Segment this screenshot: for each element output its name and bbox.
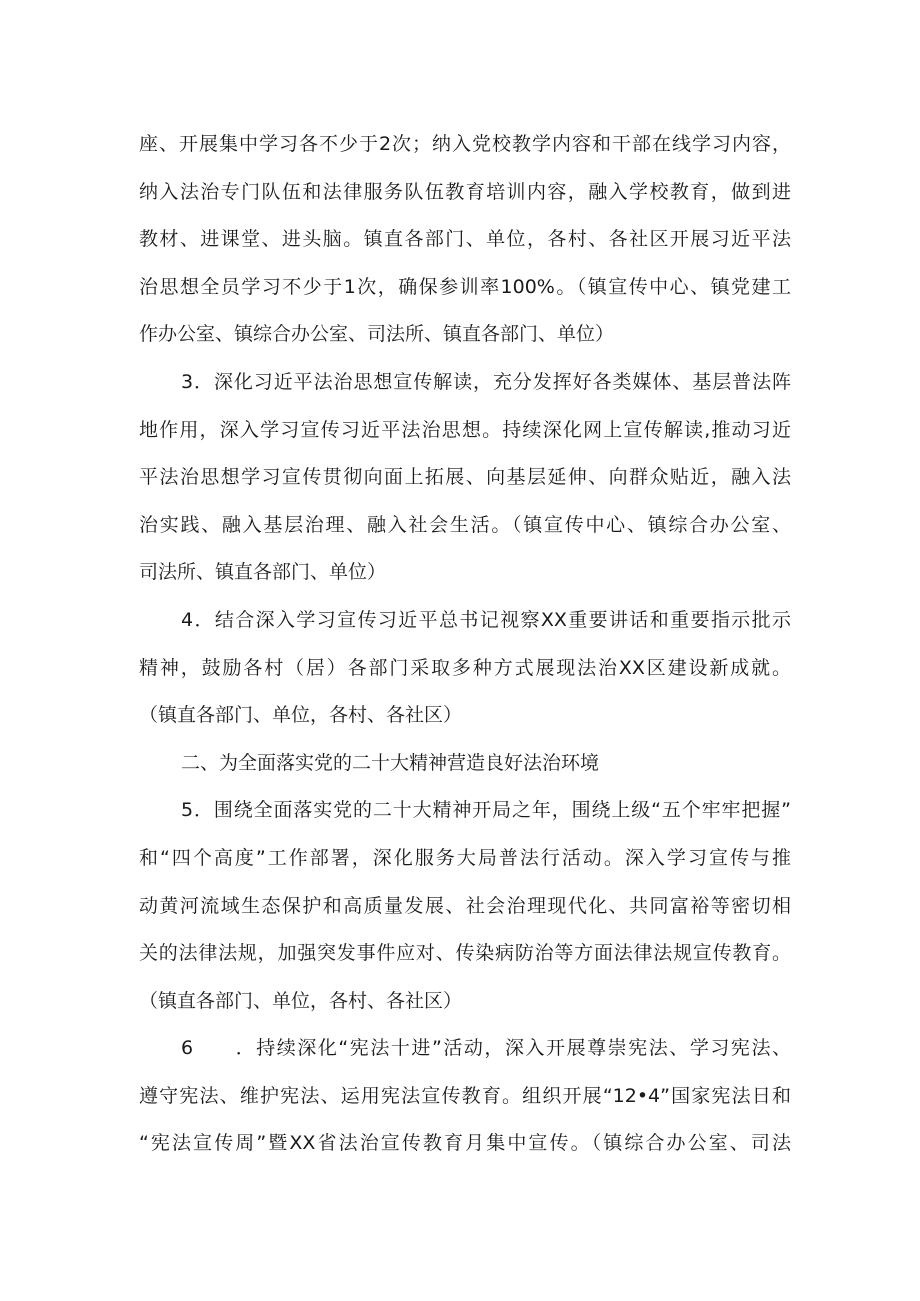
item-6-first-line: 6 ．持续深化“宪法十进”活动，深入开展尊崇宪法、学习宪法、 [181, 1037, 791, 1060]
text-line: 作办公室、镇综合办公室、司法所、镇直各部门、单位） [139, 323, 615, 346]
text-line: （镇直各部门、单位，各村、各社区） [139, 989, 463, 1012]
item-3-first-line: 3．深化习近平法治思想宣传解读，充分发挥好各类媒体、基层普法阵 [181, 370, 791, 393]
document-body [139, 121, 791, 1168]
text-line: 治思想全员学习不少于1次，确保参训率100%。（镇宣传中心、镇党建工 [139, 275, 791, 298]
text-line: 地作用，深入学习宣传习近平法治思想。持续深化网上宣传解读,推动习近 [139, 418, 791, 441]
text-line: “宪法宣传周”暨XX省法治宣传教育月集中宣传。（镇综合办公室、司法 [139, 1132, 791, 1155]
text-line: 平法治思想学习宣传贯彻向面上拓展、向基层延伸、向群众贴近，融入法 [139, 466, 791, 489]
text-line: 遵守宪法、维护宪法、运用宪法宣传教育。组织开展“12•4”国家宪法日和 [139, 1084, 791, 1107]
item-5-first-line: 5．围绕全面落实党的二十大精神开局之年，围绕上级“五个牢牢把握” [181, 799, 791, 822]
text-line: 治实践、融入基层治理、融入社会生活。（镇宣传中心、镇综合办公室、 [139, 513, 791, 536]
text-line: 关的法律法规，加强突发事件应对、传染病防治等方面法律法规宣传教育。 [139, 942, 791, 965]
item-4-first-line: 4．结合深入学习宣传习近平总书记视察XX重要讲话和重要指示批示 [181, 608, 791, 631]
text-line: 司法所、镇直各部门、单位） [139, 561, 387, 584]
text-line: 纳入法治专门队伍和法律服务队伍教育培训内容，融入学校教育，做到进 [139, 180, 791, 203]
text-line: 动黄河流域生态保护和高质量发展、社会治理现代化、共同富裕等密切相 [139, 894, 791, 917]
text-line: 教材、进课堂、进头脑。镇直各部门、单位，各村、各社区开展习近平法 [139, 228, 791, 251]
section-heading: 二、为全面落实党的二十大精神营造良好法治环境 [181, 751, 600, 774]
text-line: （镇直各部门、单位，各村、各社区） [139, 704, 463, 727]
text-line: 精神，鼓励各村（居）各部门采取多种方式展现法治XX区建设新成就。 [139, 656, 791, 679]
text-line: 座、开展集中学习各不少于2次；纳入党校教学内容和干部在线学习内容， [139, 133, 791, 155]
text-line: 和“四个高度”工作部署，深化服务大局普法行活动。深入学习宣传与推 [139, 846, 791, 869]
